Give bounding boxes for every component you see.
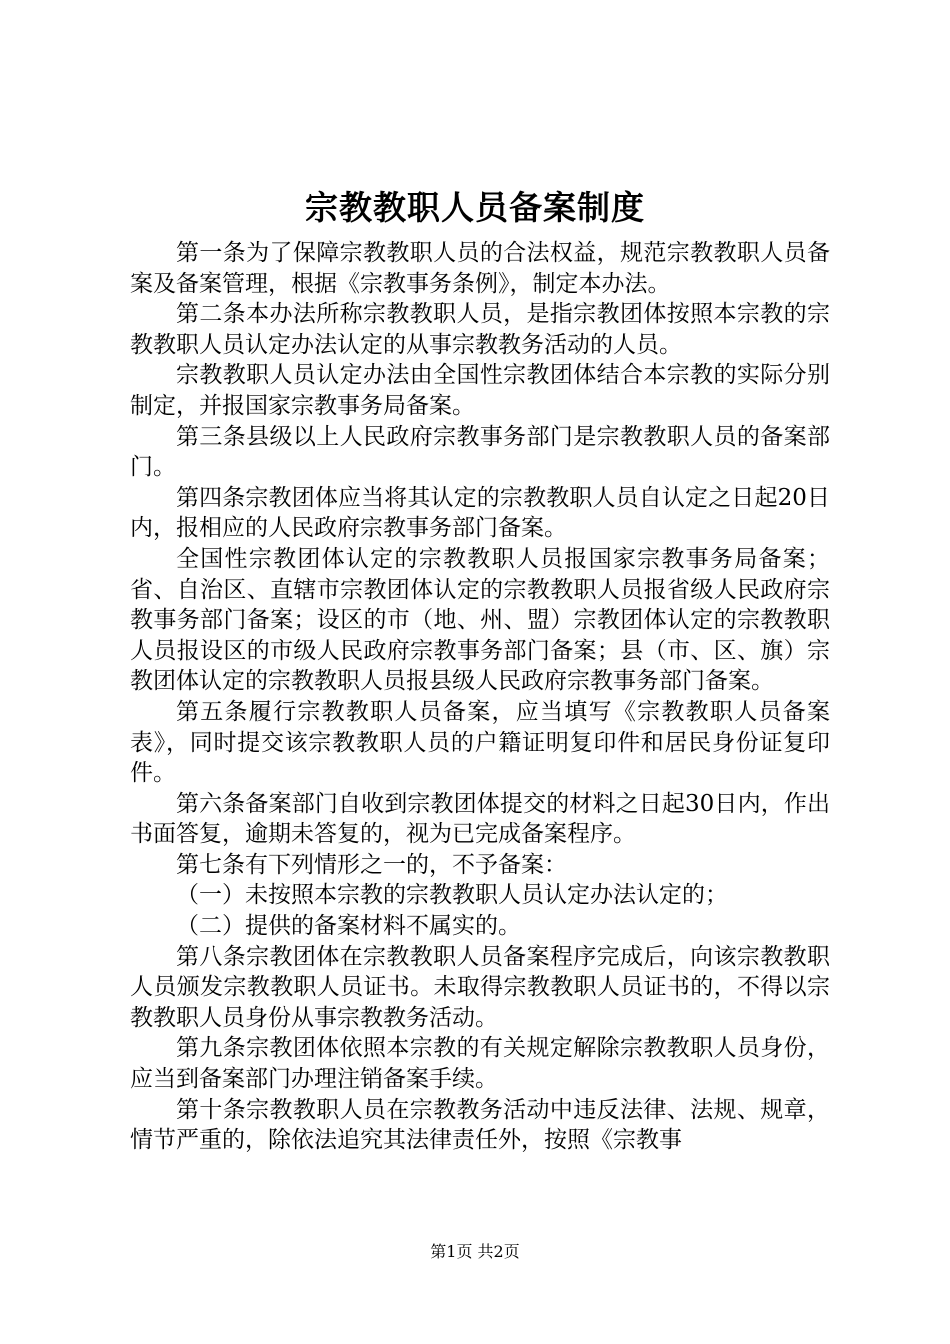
paragraph: 第四条宗教团体应当将其认定的宗教教职人员自认定之日起20日内，报相应的人民政府宗教事务部门备案。 — [130, 484, 830, 542]
paragraph: 第三条县级以上人民政府宗教事务部门是宗教教职人员的备案部门。 — [130, 423, 830, 481]
paragraph: 宗教教职人员认定办法由全国性宗教团体结合本宗教的实际分别制定，并报国家宗教事务局备案。 — [130, 362, 830, 419]
paragraph: 第二条本办法所称宗教教职人员，是指宗教团体按照本宗教的宗教教职人员认定办法认定的从事宗教教务活动的人员。 — [130, 301, 830, 358]
document-body — [130, 238, 830, 1156]
paragraph: （二）提供的备案材料不属实的。 — [176, 913, 521, 940]
paragraph: 第十条宗教教职人员在宗教教务活动中违反法律、法规、规章，情节严重的，除依法追究其法律责任外，按照《宗教事 — [130, 1096, 830, 1154]
page-indicator: 第1页 共2页 — [430, 1242, 520, 1261]
paragraph: 第一条为了保障宗教教职人员的合法权益，规范宗教教职人员备案及备案管理，根据《宗教事务条例》，制定本办法。 — [130, 240, 830, 297]
paragraph: 全国性宗教团体认定的宗教教职人员报国家宗教事务局备案；省、自治区、直辖市宗教团体认定的宗教教职人员报省级人民政府宗教事务部门备案；设区的市（地、州、盟）宗教团体认定的宗教教职人员报设区的市级人民政府宗教事务部门备案；县（市、区、旗）宗教团体认定的宗教教职人员报县级人民政府宗教事务部门备案。 — [130, 545, 830, 695]
paragraph: 第七条有下列情形之一的，不予备案： — [176, 851, 567, 878]
paragraph: 第六条备案部门自收到宗教团体提交的材料之日起30日内，作出书面答复，逾期未答复的，视为已完成备案程序。 — [130, 790, 830, 848]
paragraph: 第五条履行宗教教职人员备案，应当填写《宗教教职人员备案表》，同时提交该宗教教职人员的户籍证明复印件和居民身份证复印件。 — [130, 698, 830, 787]
document-title: 宗教教职人员备案制度 — [305, 188, 645, 227]
paragraph: 第九条宗教团体依照本宗教的有关规定解除宗教教职人员身份，应当到备案部门办理注销备案手续。 — [130, 1035, 830, 1093]
paragraph: （一）未按照本宗教的宗教教职人员认定办法认定的； — [176, 882, 728, 909]
paragraph: 第八条宗教团体在宗教教职人员备案程序完成后，向该宗教教职人员颁发宗教教职人员证书。未取得宗教教职人员证书的，不得以宗教教职人员身份从事宗教教务活动。 — [130, 943, 830, 1031]
